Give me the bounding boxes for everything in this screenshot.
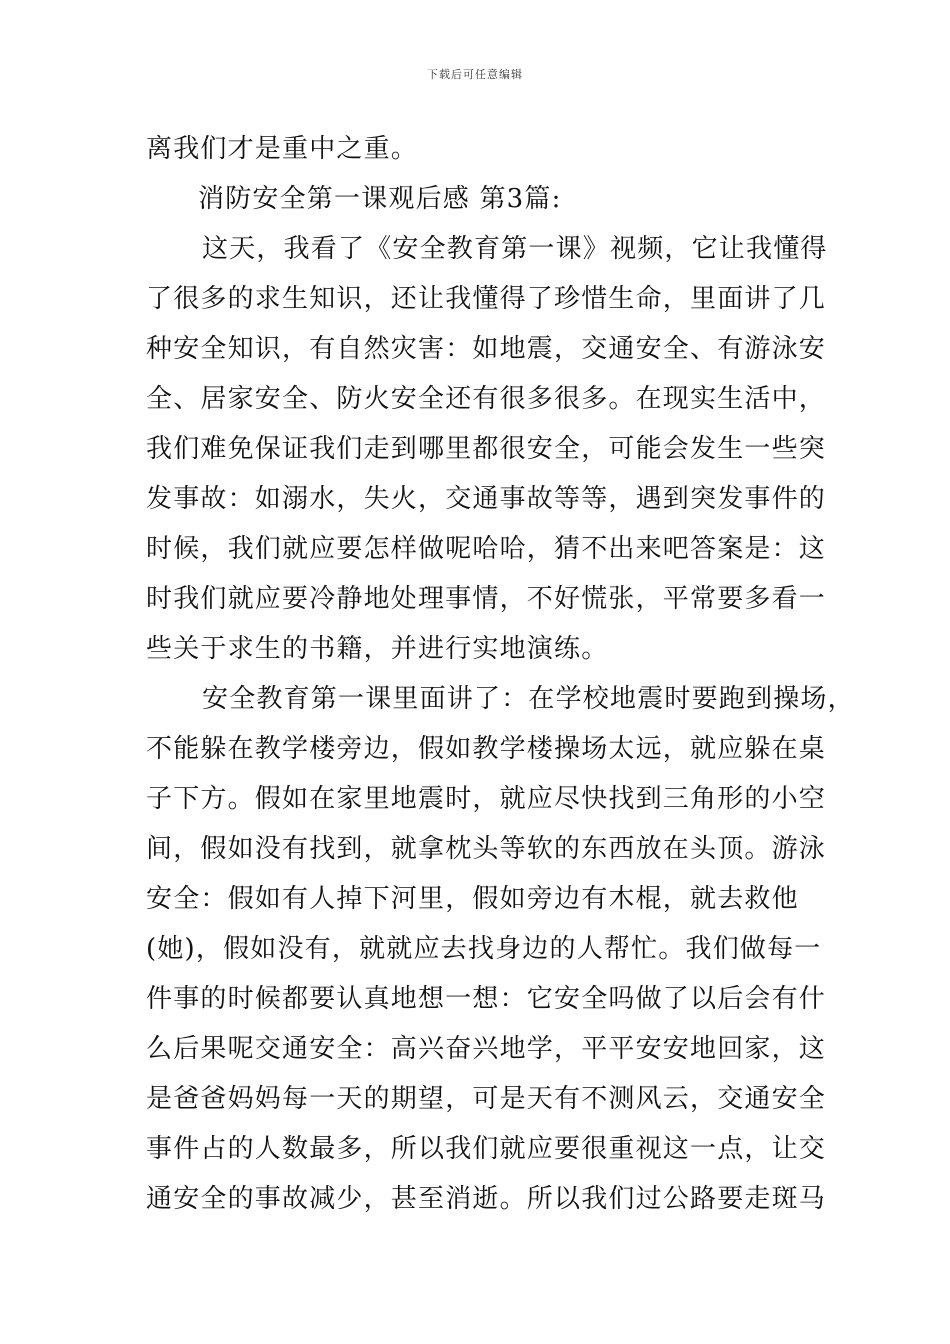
text-line: 我们难免保证我们走到哪里都很安全，可能会发生一些突 <box>146 434 827 464</box>
text-line: 时候，我们就应要怎样做呢哈哈，猜不出来吧答案是：这 <box>146 534 827 564</box>
section-heading: 消防安全第一课观后感 第3篇: <box>198 184 562 214</box>
text-line: 这天，我看了《安全教育第一课》视频，它让我懂得 <box>202 234 828 264</box>
text-line: 子下方。假如在家里地震时，就应尽快找到三角形的小空 <box>146 784 827 814</box>
text-line: 件事的时候都要认真地想一想：它安全吗做了以后会有什 <box>146 984 827 1014</box>
text-line: 全、居家安全、防火安全还有很多很多。在现实生活中， <box>146 384 827 414</box>
text-line: 安全：假如有人掉下河里，假如旁边有木棍，就去救他 <box>146 884 799 914</box>
text-line: 事件占的人数最多，所以我们就应要很重视这一点，让交 <box>146 1134 827 1164</box>
text-line: 些关于求生的书籍，并进行实地演练。 <box>146 634 609 664</box>
text-line: 发事故：如溺水，失火，交通事故等等，遇到突发事件的 <box>146 484 827 514</box>
text-line: 离我们才是重中之重。 <box>146 134 419 164</box>
text-line: 种安全知识，有自然灾害：如地震，交通安全、有游泳安 <box>146 334 827 364</box>
text-line: 么后果呢交通安全：高兴奋兴地学，平平安安地回家，这 <box>146 1034 827 1064</box>
text-line: 安全教育第一课里面讲了：在学校地震时要跑到操场， <box>202 684 855 714</box>
text-line: 时我们就应要冷静地处理事情，不好慌张，平常要多看一 <box>146 584 827 614</box>
text-line: 间，假如没有找到，就拿枕头等软的东西放在头顶。游泳 <box>146 834 827 864</box>
text-line: 不能躲在教学楼旁边，假如教学楼操场太远，就应躲在桌 <box>146 734 827 764</box>
text-line: 了很多的求生知识，还让我懂得了珍惜生命，里面讲了几 <box>146 284 827 314</box>
text-line: 是爸爸妈妈每一天的期望，可是天有不测风云，交通安全 <box>146 1084 827 1114</box>
text-line: (她)，假如没有，就就应去找身边的人帮忙。我们做每一 <box>146 934 822 964</box>
text-line: 通安全的事故减少，甚至消逝。所以我们过公路要走斑马 <box>146 1184 827 1214</box>
header-note: 下载后可任意编辑 <box>427 68 523 81</box>
